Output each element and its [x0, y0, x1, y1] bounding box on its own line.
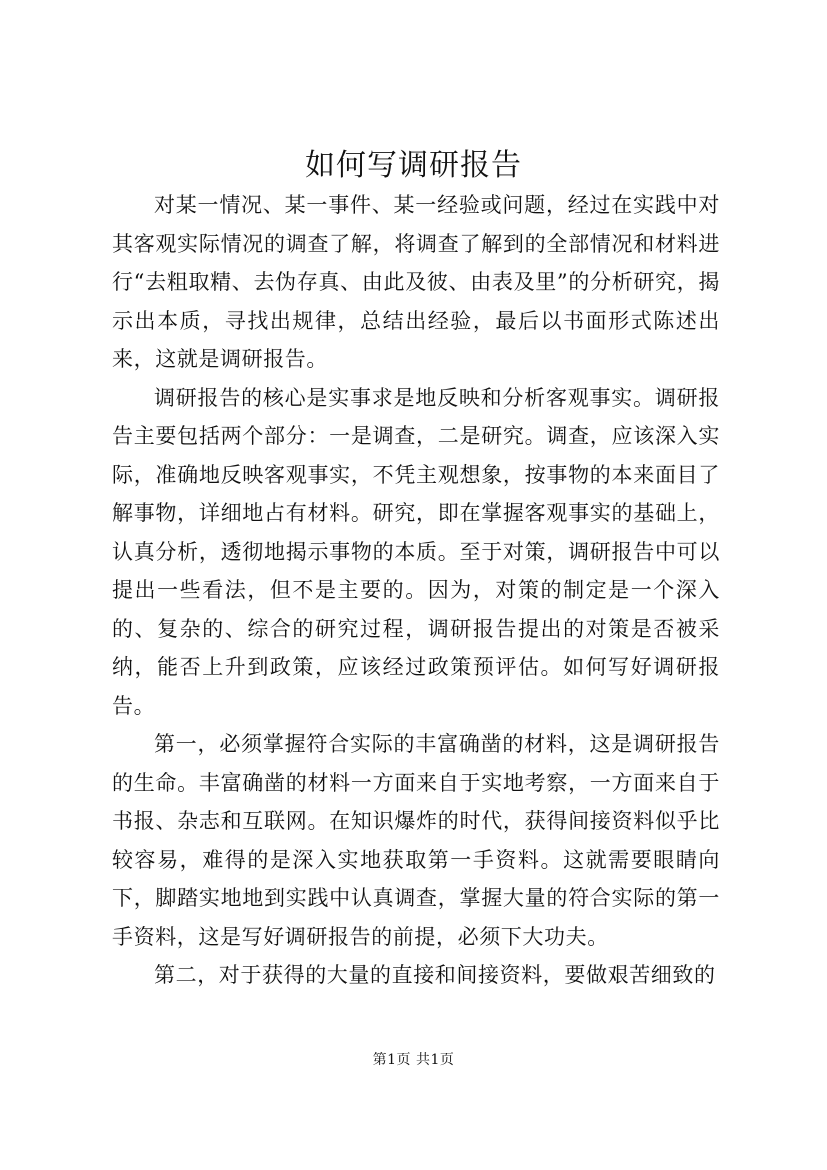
page-number: 第1页 共1页: [372, 1052, 455, 1068]
paragraph-core: 调研报告的核心是实事求是地反映和分析客观事实。调研报告主要包括两个部分：一是调查，二是研究。调查，应该深入实际，准确地反映客观事实，不凭主观想象，按事物的本来面目了解事物，详细地占有材料。研究，即在掌握客观事实的基础上，认真分析，透彻地揭示事物的本质。至于对策，调研报告中可以提出一些看法，但不是主要的。因为，对策的制定是一个深入的、复杂的、综合的研究过程，调研报告提出的对策是否被采纳，能否上升到政策，应该经过政策预评估。如何写好调研报告。: [112, 385, 720, 718]
paragraph-definition: 对某一情况、某一事件、某一经验或问题，经过在实践中对其客观实际情况的调查了解，将调查了解到的全部情况和材料进行“去粗取精、去伪存真、由此及彼、由表及里”的分析研究，揭示出本质，寻找出规律，总结出经验，最后以书面形式陈述出来，这就是调研报告。: [112, 193, 720, 371]
paragraph-second-point: 第二，对于获得的大量的直接和间接资料，要做艰苦细致的: [154, 963, 716, 987]
document-title: 如何写调研报告: [305, 148, 522, 183]
paragraph-first-point: 第一，必须掌握符合实际的丰富确凿的材料，这是调研报告的生命。丰富确凿的材料一方面来自于实地考察，一方面来自于书报、杂志和互联网。在知识爆炸的时代，获得间接资料似乎比较容易，难得的是深入实地获取第一手资料。这就需要眼睛向下，脚踏实地地到实践中认真调查，掌握大量的符合实际的第一手资料，这是写好调研报告的前提，必须下大功夫。: [112, 732, 720, 949]
document-body: [112, 186, 720, 995]
